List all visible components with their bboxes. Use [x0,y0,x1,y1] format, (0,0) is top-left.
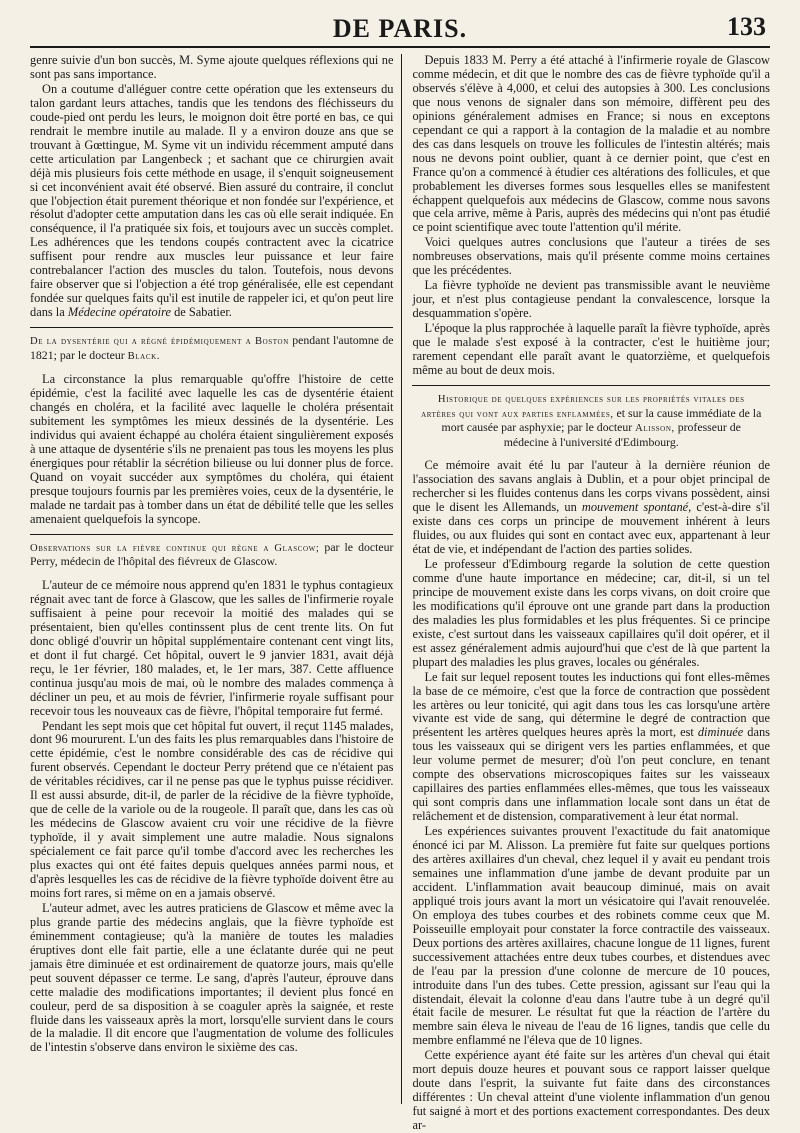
paragraph-text: Le fait sur lequel reposent toutes les inductions qui font elles-mêmes la base de ce mémoire, c'est que la force de contraction que possèdent les artères ou leur tonicité, qui agit dans tous les cas lorsqu'une artère vivante est vide de sang, qui détermine le degré de contraction que présentent les artères quelques heures après la mort, est [412,669,770,740]
text-columns [30,53,770,1133]
paragraph: La circonstance la plus remarquable qu'offre l'histoire de cette épidémie, c'est la facilité avec laquelle les cas de dysentérie étaient changés en choléra, et la facilité avec laquelle le choléra présentait subitement les symptômes les mieux dessinés de la dysentérie. Les individus qui avaient échappé au choléra étaient singulièrement exposés à une attaque de dysentérie s'ils ne prenaient pas tous les moyens les plus énergiques pour rétablir la sécrétion bilieuse ou lui donner plus de force. Quand on voyait succéder aux symptômes du choléra, qui étaient presque toujours fournis par les premières voies, ceux de la dysentérie, le malade ne tardait pas à tomber dans un état de débilité telle que les selles amenaient quelquefois la syncope. [30,372,394,526]
heading-caps: Historique de quelques expériences sur les propriétés vitales des artères qui vont aux parties enflammées, [421,393,745,420]
italic-title: Médecine opératoire [67,305,171,320]
section-divider [30,534,393,535]
paragraph [412,671,770,824]
paragraph: Les expériences suivantes prouvent l'exactitude du fait anatomique énoncé ici par M. Alisson. La première fut faite sur quelques portions des artères axillaires d'un cheval, chez lequel il y avait eu pendant trois semaines une inflammation d'une jambe de devant produite par un accident. L'inflammation avait beaucoup diminué, mais on avait appliqué trois jours avant la mort un vésicatoire qui l'avait renouvelée. On employa des tubes courbes et des robinets comme ceux que M. Poisseuille employait pour constater la force contractile des vaisseaux. Deux portions des artères axillaires, chacune longue de 11 lignes, furent successivement attachées entre deux tubes courbes, et distendues avec de l'eau par la pression d'une colonne de mercure de 10 pouces, introduite dans l'un des tubes. Cette pression, agissant sur l'eau qui la distendait, élevait la colonne d'eau dans l'autre tube à un degré qu'il était facile de mesurer. Le résultat fut que la réaction de l'artère du membre sain éleva le niveau de l'eau de 16 lignes, tandis que celle du membre enflammé ne l'éleva que de 10 lignes. [412,824,770,1048]
paragraph: Pendant les sept mois que cet hôpital fut ouvert, il reçut 1145 malades, dont 96 moururent. L'un des faits les plus remarquables dans l'histoire de cette épidémie, c'est le nombre considérable des cas de récidive qui furent observés. Cependant le docteur Perry prétend que ce n'étaient pas de véritables récidives, car il ne pense pas que le typhus puisse récidiver. Il est aussi absurde, dit-il, de parler de la récidive de la fièvre typhoïde, que de celle de la variole ou de la rougeole. Il paraît que, dans les cas où les médecins de Glascow avaient cru voir une récidive de la fièvre typhoïde, il y avait simplement une autre maladie. Nous signalons spécialement ce fait parce qu'il tombe d'accord avec les recherches les plus exactes qui ont été faites depuis quelques années parmi nous, et d'après lesquelles les cas de récidive de la fièvre typhoïde doivent être au moins fort rares, si même on en a jamais observé. [30,718,394,900]
heading-rest: pendant l'automne de 1821; par le docteur [30,333,394,362]
article-heading [30,541,393,569]
paragraph-text: c'est-à-dire s'il existe dans ces corps un principe de mouvement inhérent à leurs fluides, ou aux fluides qui sont en contact avec eux, appartenant à leur état de vie, et indépendant de l'action des parties solides. [412,500,770,557]
article-heading [30,334,393,363]
page-number: 133 [727,12,766,41]
paragraph: Le professeur d'Edimbourg regarde la solution de cette question comme d'une haute importance en médecine; car, dit-il, si un tel principe de mouvement existe dans les corps vivans, on doit croire que les modifications qu'il éprouve ont une grande part dans la production des maladies les plus formidables et les plus fréquentes. Si ce principe existe, c'est surtout dans les vaisseaux capillaires qu'il doit opérer, et il est assez généralement admis aujourd'hui que c'est de là que partent la plupart des maladies les plus graves, locales ou générales. [412,556,770,669]
paragraph: L'époque la plus rapprochée à laquelle paraît la fièvre typhoïde, après que le malade s'est exposé à la contracter, c'est le huitième jour; rarement cependant elle paraît avant le quatorzième, et quelquefois même au bout de deux mois. [412,321,770,377]
paragraph: L'auteur admet, avec les autres praticiens de Glascow et même avec la plus grande partie des médecins anglais, que la fièvre typhoïde est éminemment contagieuse; qu'à la manière de toutes les maladies éruptives dont elle fait partie, elle a une éclatante durée qui ne peut jamais être diminuée et est ordinairement de quatorze jours, mais qu'elle peut souvent dépasser ce terme. Le sang, d'après l'auteur, éprouve dans cette maladie des modifications importantes; il devient plus foncé en couleur, perd de sa disposition à se coaguler après la saignée, et reste fluide dans les vaisseaux après la mort, lorsqu'elle survient dans le cours de la maladie. Il dit encore que l'augmentation de volume des follicules de l'intestin s'observe dans environ le sixième des cas. [30,900,394,1055]
heading-author: Black. [127,350,160,362]
section-divider [412,385,770,386]
right-column [402,53,770,1133]
paragraph [412,459,770,557]
paragraph: Cette expérience ayant été faite sur les artères d'un cheval qui était mort depuis douze heures et pouvant sous ce rapport laisser quelque doute dans l'esprit, la suivante fut faite dans des circonstances différentes : Un cheval atteint d'une violente inflammation d'un genou fut saigné à mort et des portions exactement correspondantes. Des deux ar- [412,1048,770,1133]
article-heading [412,392,770,449]
paragraph [30,83,393,320]
heading-author: Alisson, [635,423,675,435]
paragraph-text: Ce mémoire avait été lu par l'auteur à la dernière réunion de l'association des savans anglais à Dublin, et a pour objet principal de rechercher si les fluides contenus dans les corps vivans possèdent, ainsi que le disent les Allemands, un [412,458,770,515]
heading-rest: et sur la cause immédiate de la mort causée par asphyxie; par le docteur [441,405,762,435]
italic-phrase: mouvement spontané, [581,500,692,515]
page-header [30,0,770,48]
paragraph: Depuis 1833 M. Perry a été attaché à l'infirmerie royale de Glascow comme médecin, et dit que le nombre des cas de fièvre typhoïde qu'il a observés s'élève à 4,000, et celui des autopsies à 300. Les conclusions que nous venons de signaler dans son mémoire, diffèrent peu des opinions généralement admises en France; si nous en exceptons cependant ce qui a rapport à la contagion de la maladie et au nombre des cas dans lesquels on trouve les follicules de l'intestin altérés; mais nous ne devons point oublier, quant à ce dernier point, que c'est en France qu'on a commencé à étudier ces altérations des follicules, et que probablement les diverses formes sous lesquelles elles se manifestent échappent quelquefois aux médecins de Glascow, comme nous savons que cela arrive, même à Paris, auprès des médecins qui n'ont pas étudié ce point scientifique avec toute l'attention qu'il mérite. [412,53,770,235]
paragraph-text: de Sabatier. [174,305,232,320]
paragraph-text: On a coutume d'alléguer contre cette opération que les extenseurs du talon gardant leurs attaches, tandis que les tendons des fléchisseurs du coude-pied ont perdu les leurs, le moignon doit être porté en bas, ce qui rendrait le membre inutile au malade. Il y a environ douze ans que se trouvant à Gœttingue, M. Syme vit un individu récemment amputé dans cette articulation par Langenbeck ; et sachant que ce chirurgien avait déjà mis plusieurs fois cette méthode en usage, il s'enquit soigneusement si cet inconvénient avait été observé. Bien assuré du contraire, il conclut que l'objection était purement théorique et non fondée sur l'expérience, et résolut d'adopter cette amputation dans les cas où elle serait indiquée. En conséquence, il l'a pratiquée six fois, et toujours avec un succès complet. Les adhérences que les tendons coupés contractent avec la cicatrice suffisent pour rendre aux muscles leur puissance et leur faire contrebalancer l'action des muscles du talon. Toutefois, nous devons faire observer que si l'objection a été trop généralisée, elle est cependant fondée sur quelques faits qu'il est inutile de rappeler ici, et qu'on peut lire dans la [30,81,394,320]
heading-caps: Observations sur la fièvre continue qui règne a Glascow; [30,542,320,554]
running-title: DE PARIS. [332,14,468,43]
paragraph-text: dans tous les vaisseaux qui se dirigent vers les parties enflammées, et que leur volume permet de mesurer; d'où l'on peut conclure, en tenant compte des observations microscopiques faites sur les vaisseaux capillaires des parties enflammées elles-mêmes, que tous les vaisseaux qui sont compris dans une inflammation locale sont dans un état de relâchement et de distension, comparativement à leur état normal. [412,725,770,824]
italic-word: diminuée [697,725,744,740]
heading-rest: par le docteur Perry, médecin de l'hôpital des fiévreux de Glascow. [30,539,394,569]
paragraph: La fièvre typhoïde ne devient pas transmissible avant le neuvième jour, et n'est plus contagieuse pendant la convalescence, lorsque la desquammation s'opère. [412,278,770,321]
left-column [30,54,402,1104]
heading-caps: De la dysentérie qui a régné épidémiquement a Boston [30,336,289,348]
paragraph: Voici quelques autres conclusions que l'auteur a tirées de ses nombreuses observations, mais qu'il présente comme moins certaines que les précédentes. [412,235,770,278]
section-divider [30,327,393,328]
paragraph: L'auteur de ce mémoire nous apprend qu'en 1831 le typhus contagieux régnait avec tant de force à Glascow, que les salles de l'infirmerie royale suffisaient à peine pour recevoir la moitié des malades qui se présentaient, bien qu'elles continssent plus de cent trente lits. On fut donc obligé d'ouvrir un hôpital supplémentaire contenant cent vingt lits, et dont il fut chargé. Cet hôpital, ouvert le 9 janvier 1831, avait déjà reçu, le 1er février, 180 malades, et, le 1er mars, 387. Cette affluence continua jusqu'au mois de mai, où le nombre des malades commença à décliner un peu, et au mois de février, l'infirmerie royale suffisant pour recevoir tous les nouveaux cas de fièvre, l'hôpital temporaire fut fermé. [30,577,394,718]
paragraph: genre suivie d'un bon succès, M. Syme ajoute quelques réflexions qui ne sont pas sans importance. [30,53,394,81]
heading-end: professeur de médecine à l'université d'Edimbourg. [503,420,741,449]
